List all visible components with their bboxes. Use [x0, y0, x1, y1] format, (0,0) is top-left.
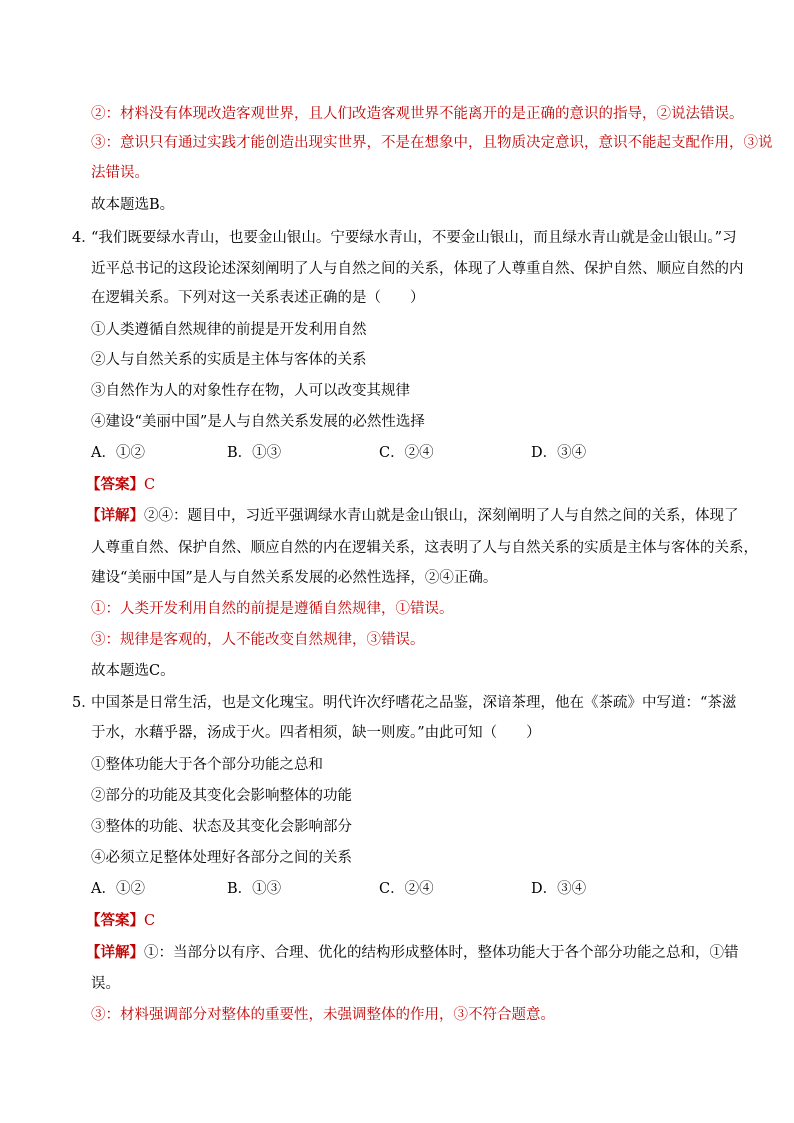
q4-analysis-line-3: 建设“美丽中国”是人与自然关系发展的必然性选择，②④正确。 [91, 570, 498, 586]
q4-answer [86, 475, 155, 495]
q4-options [91, 443, 691, 463]
q3-analysis-line-3: ③：意识只有通过实践才能创造出现实世界，不是在想象中，且物质决定意识，意识不能起支配作用，③说 [91, 135, 773, 151]
q4-statement-1: ①人类遵循自然规律的前提是开发利用自然 [91, 322, 367, 338]
q5-option-d[interactable]: D．③④ [531, 881, 587, 897]
q4-wrong-1: ①：人类开发利用自然的前提是遵循自然规律，①错误。 [91, 601, 454, 617]
q4-statement-4: ④建设“美丽中国”是人与自然关系发展的必然性选择 [91, 414, 425, 430]
q3-analysis-line-3-cont: 法错误。 [91, 165, 149, 181]
q5-answer [86, 911, 155, 931]
q4-wrong-2: ③：规律是客观的，人不能改变自然规律，③错误。 [91, 632, 425, 648]
analysis-text: ①：当部分以有序、合理、优化的结构形成整体时，整体功能大于各个部分功能之总和，①错 [144, 945, 739, 961]
answer-value: C [144, 913, 156, 929]
q5-statement-3: ③整体的功能、状态及其变化会影响部分 [91, 819, 352, 835]
q4-stem-line-3: 在逻辑关系。下列对这一关系表述正确的是（ ） [91, 290, 425, 306]
q5-statement-4: ④必须立足整体处理好各部分之间的关系 [91, 850, 352, 866]
analysis-tag: 【详解】 [86, 944, 144, 961]
q4-stem-line-2: 近平总书记的这段论述深刻阐明了人与自然之间的关系，体现了人尊重自然、保护自然、顺应自然的内 [91, 261, 744, 277]
q4-statement-3: ③自然作为人的对象性存在物，人可以改变其规律 [91, 383, 410, 399]
answer-tag: 【答案】 [86, 476, 144, 493]
q4-conclusion: 故本题选C。 [91, 663, 175, 679]
analysis-text: ②④：题目中，习近平强调绿水青山就是金山银山，深刻阐明了人与自然之间的关系，体现了 [144, 508, 739, 524]
answer-value: C [144, 477, 156, 493]
q5-analysis-line-1 [86, 943, 739, 963]
q5-option-b[interactable]: B．①③ [227, 881, 282, 897]
q4-option-a[interactable]: A．①② [91, 445, 145, 461]
q3-conclusion: 故本题选B。 [91, 197, 175, 213]
answer-tag: 【答案】 [86, 912, 144, 929]
q5-analysis-line-2: 误。 [91, 976, 120, 992]
q4-option-d[interactable]: D．③④ [531, 445, 587, 461]
q5-options [91, 879, 691, 899]
q5-statement-2: ②部分的功能及其变化会影响整体的功能 [91, 788, 352, 804]
q4-analysis-line-1 [86, 506, 739, 526]
q4-option-b[interactable]: B．①③ [227, 445, 282, 461]
q5-number: 5． [72, 695, 96, 711]
q5-stem-line-2: 于水，水藉乎器，汤成于火。四者相须，缺一则废。”由此可知（ ） [91, 725, 541, 741]
q3-analysis-line-2: ②：材料没有体现改造客观世界，且人们改造客观世界不能离开的是正确的意识的指导，②说法错误。 [91, 106, 744, 122]
q4-number: 4． [72, 230, 96, 246]
q5-wrong-1: ③：材料强调部分对整体的重要性，未强调整体的作用，③不符合题意。 [91, 1007, 555, 1023]
q5-option-c[interactable]: C．②④ [379, 881, 434, 897]
q5-stem-line-1: 中国茶是日常生活，也是文化瑰宝。明代许次纾嗜花之品鉴，深谙茶理，他在《茶疏》中写道：“茶滋 [91, 695, 737, 711]
q4-stem-line-1: “我们既要绿水青山，也要金山银山。宁要绿水青山，不要金山银山，而且绿水青山就是金山银山。”习 [91, 230, 737, 246]
q5-statement-1: ①整体功能大于各个部分功能之总和 [91, 757, 323, 773]
q4-analysis-line-2: 人尊重自然、保护自然、顺应自然的内在逻辑关系，这表明了人与自然关系的实质是主体与客体的关系， [91, 540, 758, 556]
q4-statement-2: ②人与自然关系的实质是主体与客体的关系 [91, 352, 367, 368]
analysis-tag: 【详解】 [86, 507, 144, 524]
q4-option-c[interactable]: C．②④ [379, 445, 434, 461]
q5-option-a[interactable]: A．①② [91, 881, 145, 897]
